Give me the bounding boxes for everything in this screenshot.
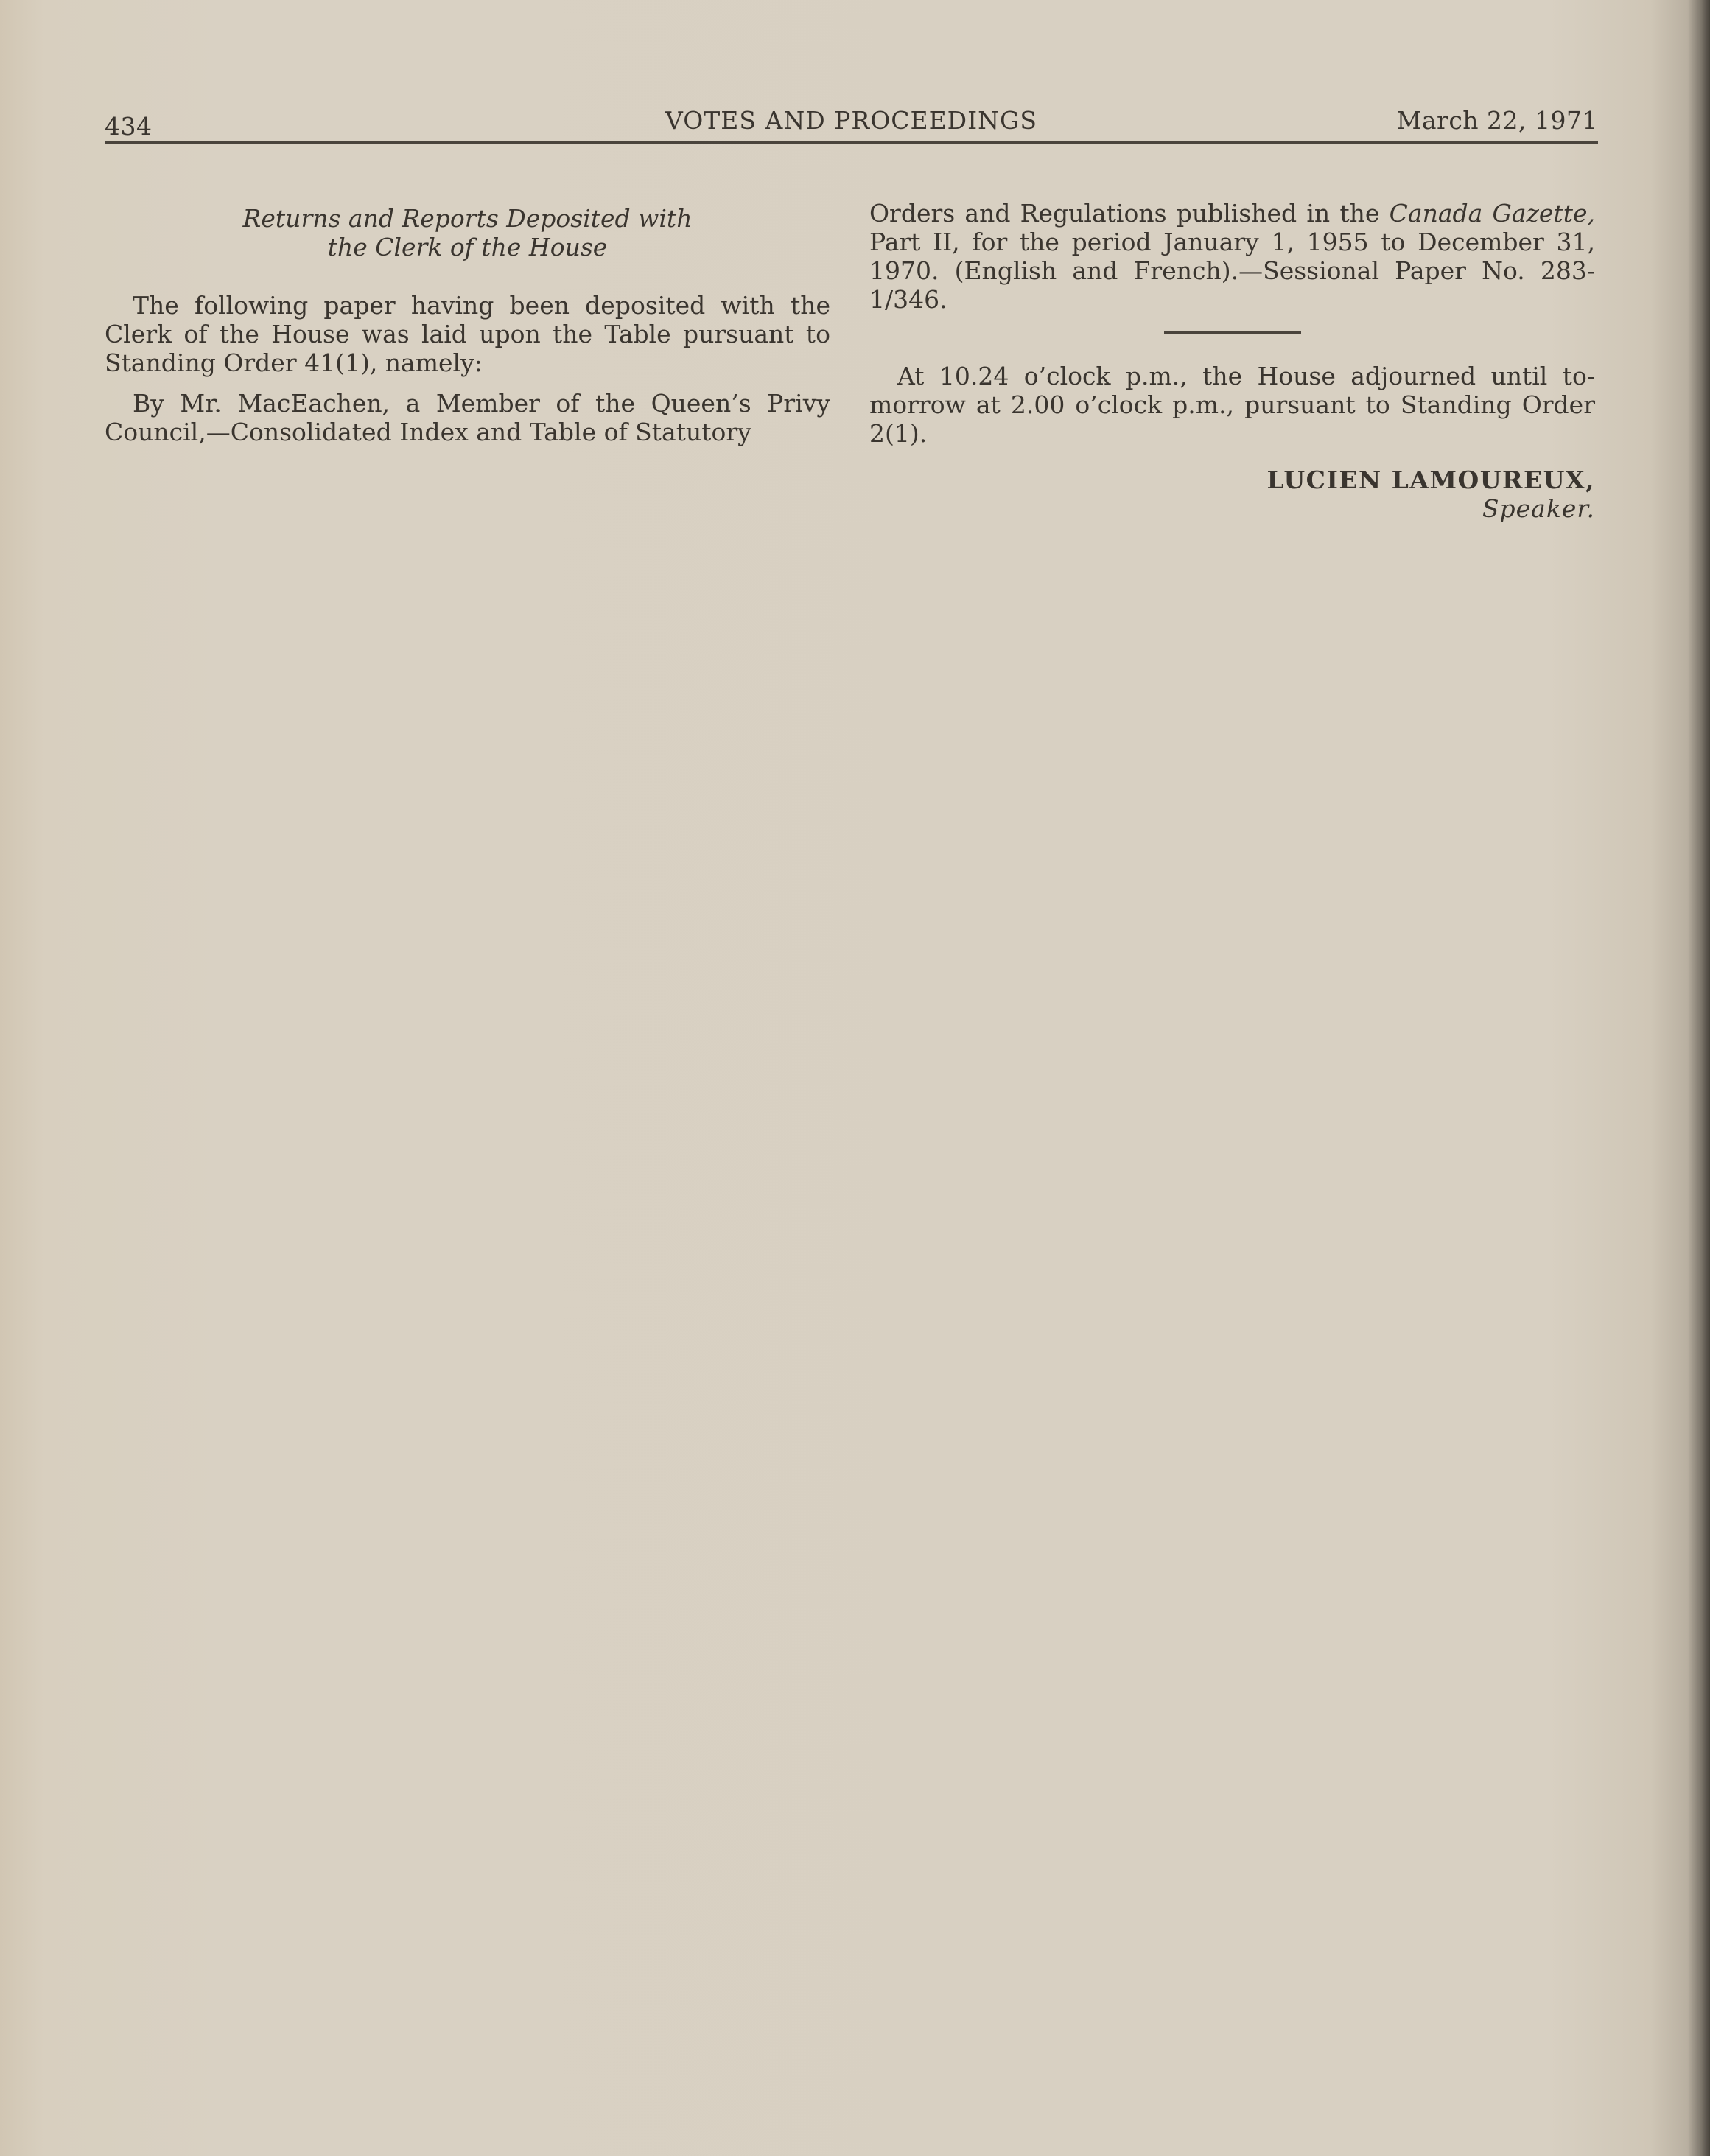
continuation-text-1: Orders and Regulations published in the	[869, 199, 1390, 228]
maceachen-paragraph: By Mr. MacEachen, a Member of the Queen’s Privy Council,—Consolidated Index and Table of Statutory	[105, 389, 830, 446]
page-header	[105, 103, 1598, 144]
left-column	[105, 199, 830, 446]
header-date: March 22, 1971	[1396, 106, 1598, 135]
adjournment-paragraph: At 10.24 o’clock p.m., the House adjourned until to-morrow at 2.00 o’clock p.m., pursuant to Standing Order 2(1).	[869, 362, 1595, 448]
signatory-title: Speaker.	[1482, 494, 1595, 523]
page-number: 434	[105, 112, 153, 141]
signatory-name: LUCIEN LAMOUREUX,	[1266, 466, 1595, 494]
section-divider	[1164, 331, 1301, 334]
right-column	[869, 199, 1595, 523]
continuation-paragraph	[869, 199, 1595, 314]
running-title: VOTES AND PROCEEDINGS	[665, 106, 1038, 135]
section-heading	[105, 204, 830, 261]
continuation-text-2: Part II, for the period January 1, 1955 to December 31, 1970. (English and French).—Sessional Paper No. 283-1/346.	[869, 228, 1595, 314]
deposit-paragraph: The following paper having been deposited with the Clerk of the House was laid upon the Table pursuant to Standing Order 41(1), namely:	[105, 291, 830, 377]
canada-gazette-title: Canada Gazette,	[1389, 199, 1596, 228]
section-heading-line-2: the Clerk of the House	[327, 233, 608, 261]
section-heading-line-1: Returns and Reports Deposited with	[242, 204, 693, 233]
page-spine-shadow	[1688, 0, 1710, 2156]
